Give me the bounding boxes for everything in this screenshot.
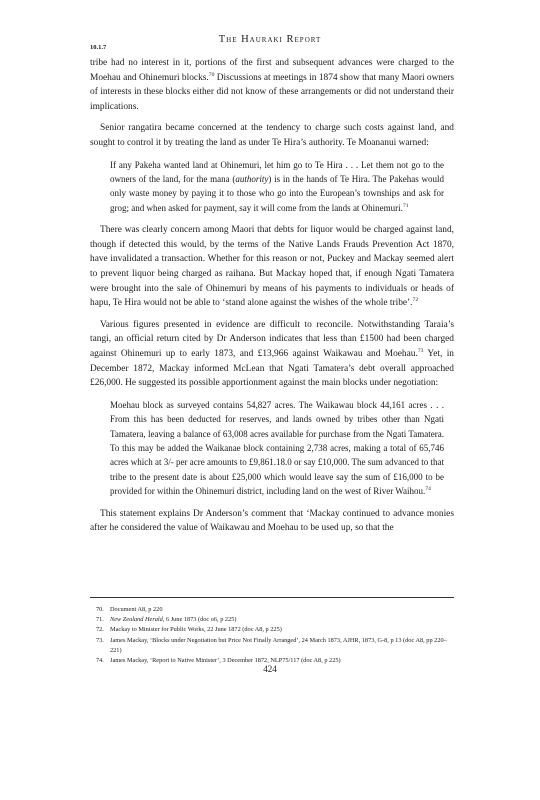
- body-text: [90, 56, 454, 543]
- paragraph-4-text-1: Various figures presented in evidence are difficult to reconcile. Notwithstanding Taraia’s tangi, an official return cited by Dr Anderson indicates that less than £1500 had been charged against Ohinemuri up to early 1873, and £13,966 against Waikawau and Moehau.: [90, 319, 454, 359]
- footnotes: [96, 605, 452, 666]
- footnote-text: , 6 June 1873 (doc o6, p 225): [162, 616, 237, 624]
- quote-1-emphasis: authority: [235, 173, 269, 184]
- paragraph-2: Senior rangatira became concerned at the tendency to charge such costs against land, and sought to control it by treating the land as under Te Hira’s authority. Te Moananui warned:: [90, 123, 454, 148]
- section-number: 10.1.7: [90, 44, 107, 51]
- paragraph-1-text: tribe had no interest in it, portions of the first and subsequent advances were charged to the Moehau and Ohinemuri blocks.: [90, 58, 454, 83]
- footnote-71: [96, 615, 452, 625]
- footnote-title: New Zealand Herald: [110, 616, 163, 624]
- quote-1-after: ) is in the hands of Te Hira. The Pakehas would only waste money by paying it to those who go into the European’s townships and ask for grog; and when asked for payment, say it will come from the lands at Ohinemuri.: [110, 173, 444, 213]
- quote-2-text: Moehau block as surveyed contains 54,827 acres. The Waikawau block 44,161 acres . . . From this has been deducted for reserves, and lands owned by tribes other than Ngati Tamatera, leaving a balance of 63,008 acres available for purchase from the Ngati Tamatera. To this may be added the Waikanae block containing 2,738 acres, making a total of 65,746 acres which at 3/- per acre amounts to £9,861.18.0 or say £10,000. The sum advanced to that tribe to the present date is about £25,000 which would leave say the sum of £16,000 to be provided for within the Ohinemuri district, including land on the west of River Waihou.: [110, 399, 444, 497]
- paragraph-3: [90, 223, 454, 311]
- footnote-72: [96, 625, 452, 635]
- block-quote-2: [90, 398, 454, 499]
- footnote-ref-71[interactable]: 71: [402, 202, 409, 209]
- footnote-number: 71.: [96, 616, 104, 624]
- footnote-text: James Mackay, ‘Report to Native Minister’, 3 December 1872, NLP75/117 (doc A8, p 225): [110, 657, 341, 665]
- paragraph-4-text-2: Yet, in December 1872, Mackay informed McLean that Ngati Tamatera’s debt overall approached £26,000. He suggested its possible apportionment against the main blocks under negotiation:: [90, 348, 454, 389]
- footnote-ref-72[interactable]: 72: [412, 297, 419, 304]
- footnote-number: 74.: [96, 657, 104, 665]
- footnote-number: 72.: [96, 626, 104, 634]
- footnote-ref-70[interactable]: 70: [208, 71, 215, 78]
- footnote-text: James Mackay, ‘Blocks under Negotiation but Price Not Finally Arranged’, 24 March 1873, AJHR, 1873, G-8, p 13 (doc A8, pp 220–221): [110, 636, 447, 654]
- footnote-ref-74[interactable]: 74: [425, 486, 431, 493]
- paragraph-4: [90, 318, 454, 391]
- paragraph-5: This statement explains Dr Anderson’s comment that ‘Mackay continued to advance monies after he considered the value of Waikawau and Moehau to be used up, so that the: [90, 508, 454, 534]
- footnote-text: Document A8, p 220: [110, 606, 163, 613]
- block-quote-1: [90, 158, 454, 216]
- quote-1-before: If any Pakeha wanted land at Ohinemuri, let him go to Te Hira . . . Let them not go to the owners of the land, for the mana (: [110, 159, 444, 184]
- paragraph-3-text: There was clearly concern among Maori that debts for liquor would be charged against land, though if detected this would, by the terms of the Native Lands Frauds Prevention Act 1870, have invalidated a transaction. Whether for this reason or not, Puckey and Mackay seemed alert to prevent liquor being charged as raihana. But Mackay hoped that, if enough Ngati Tamatera were brought into the sale of Ohinemuri by means of his payments to individuals or heads of hapu, Te Hira would not be able to ‘stand alone against the wishes of the whole tribe’.: [90, 225, 454, 309]
- page-number: 424: [263, 664, 277, 674]
- paragraph-1-tail: Discussions at meetings in 1874 show that many Maori owners of interests in these blocks either did not know of these arrangements or did not understand their implications.: [90, 72, 455, 112]
- footnote-text: Mackay to Minister for Public Works, 22 June 1872 (doc A8, p 225): [110, 626, 282, 634]
- footnote-divider: [90, 597, 454, 598]
- footnote-70: [96, 605, 452, 615]
- footnote-ref-73[interactable]: 73: [417, 347, 424, 354]
- running-head: The Hauraki Report: [218, 34, 322, 45]
- footnote-number: 73.: [96, 636, 104, 644]
- paragraph-1: [90, 56, 454, 114]
- footnote-73: [96, 636, 452, 656]
- footnote-number: 70.: [96, 606, 104, 613]
